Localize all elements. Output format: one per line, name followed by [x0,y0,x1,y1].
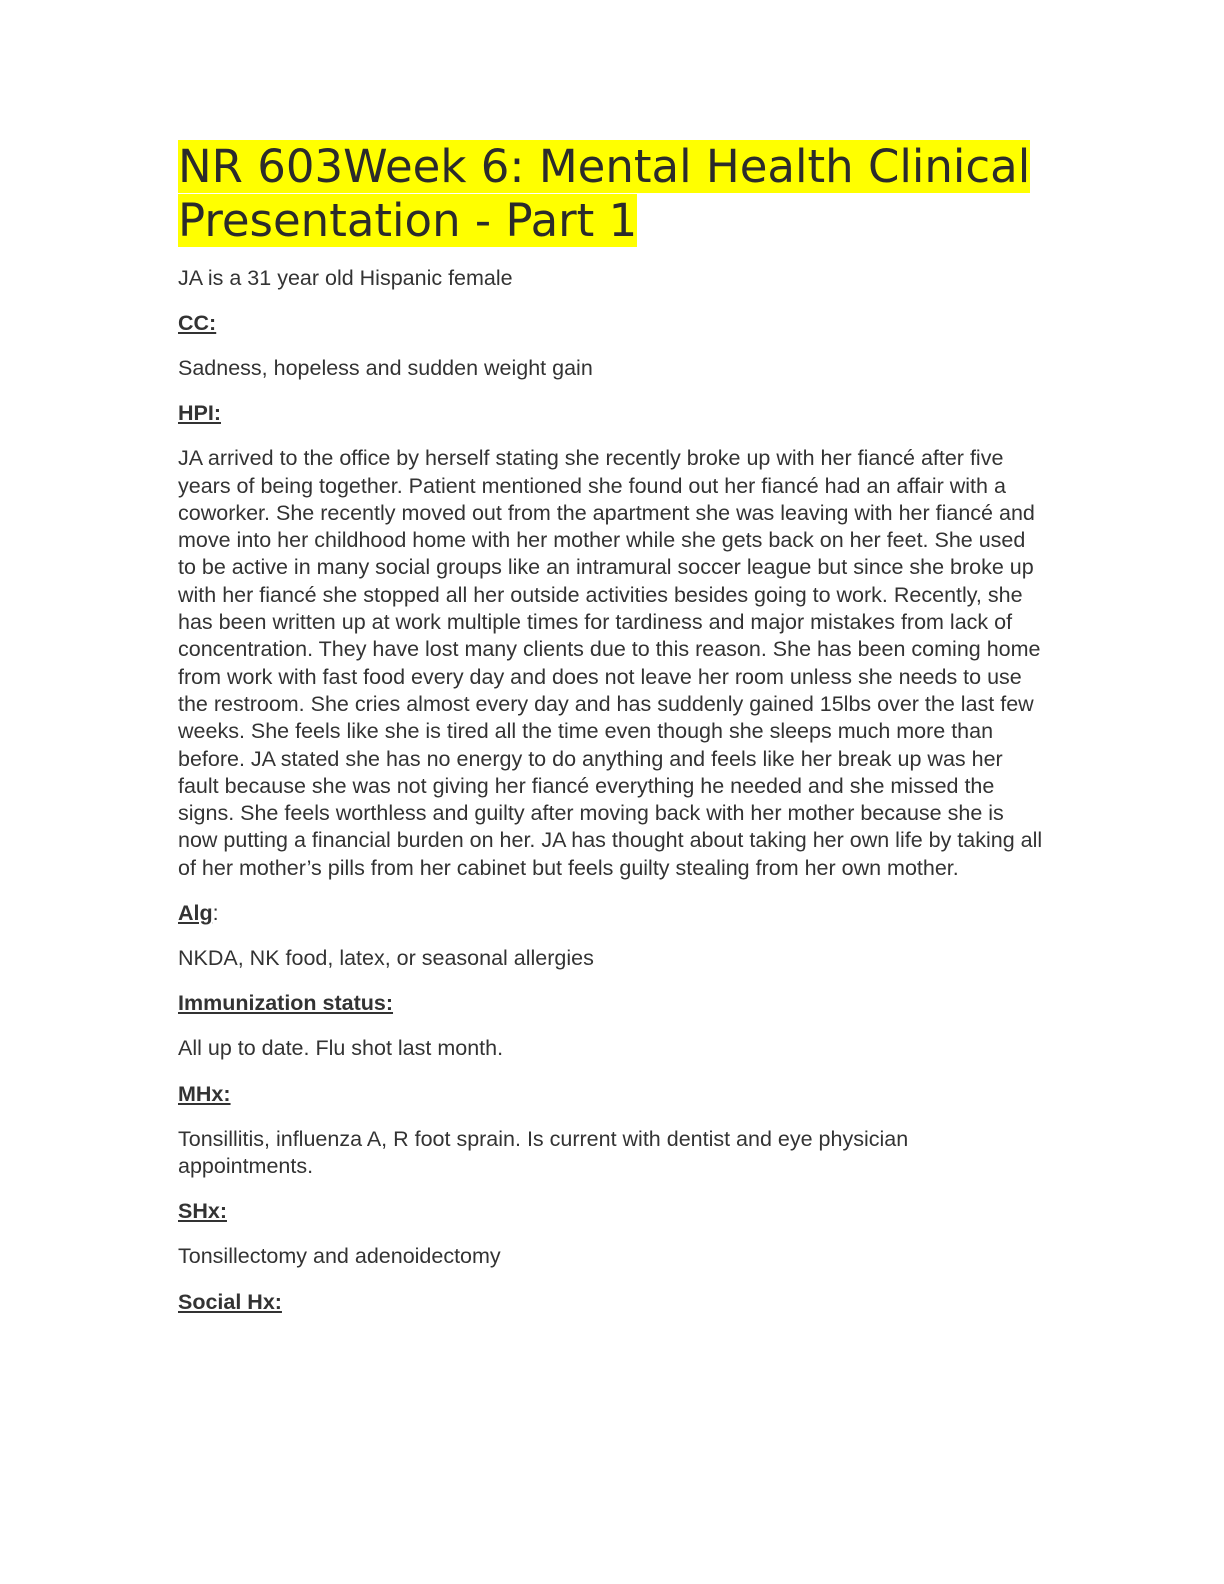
patient-intro: JA is a 31 year old Hispanic female [178,266,513,290]
alg-heading-text: Alg [178,901,213,926]
social-hx-heading [178,1289,1048,1316]
immunization-heading [178,990,1048,1017]
shx-heading [178,1198,1048,1225]
immunization-body: All up to date. Flu shot last month. [178,1036,504,1061]
document-title [178,140,1048,248]
mhx-heading [178,1081,1048,1108]
shx-body: Tonsillectomy and adenoidectomy [178,1244,501,1269]
shx-heading-text: SHx: [178,1199,227,1224]
alg-heading-colon: : [212,901,219,926]
alg-body: NKDA, NK food, latex, or seasonal allergies [178,946,594,971]
immunization-heading-text: Immunization status: [178,991,394,1016]
document-page [178,140,1048,1316]
social-hx-heading-text: Social Hx: [178,1289,282,1314]
title-highlight: NR 603Week 6: Mental Health Clinical Presentation - Part 1 [178,140,1031,247]
cc-heading-text: CC: [178,311,217,335]
cc-body: Sadness, hopeless and sudden weight gain [178,356,593,380]
cc-heading [178,310,1048,337]
hpi-body: JA arrived to the office by herself stating she recently broke up with her fiancé after five years of being together. Patient mentioned she found out her fiancé had an affair with a coworker. She recently moved out from the apartment she was leaving with her fiancé and move into her childhood home with her mother while she gets back on her feet. She used to be active in many social groups like an intramural soccer league but since she broke up with her fiancé she stopped all her outside activities besides going to work. Recently, she has been written up at work multiple times for tardiness and major mistakes from lack of concentration. They have lost many clients due to this reason. She has been coming home from work with fast food every day and does not leave her room unless she needs to use the restroom. She cries almost every day and has suddenly gained 15lbs over the last few weeks. She feels like she is tired all the time even though she sleeps much more than before. JA stated she has no energy to do anything and feels like her break up was her fault because she was not giving her fiancé everything he needed and she missed the signs. She feels worthless and guilty after moving back with her mother because she is now putting a financial burden on her. JA has thought about taking her own life by taking all of her mother’s pills from her cabinet but feels guilty stealing from her own mother. [178,446,1043,880]
hpi-heading [178,400,1048,427]
hpi-heading-text: HPI: [178,401,221,426]
mhx-heading-text: MHx: [178,1081,231,1106]
mhx-body: Tonsillitis, influenza A, R foot sprain. Is current with dentist and eye physician appointments. [178,1126,909,1178]
alg-heading [178,900,1048,927]
